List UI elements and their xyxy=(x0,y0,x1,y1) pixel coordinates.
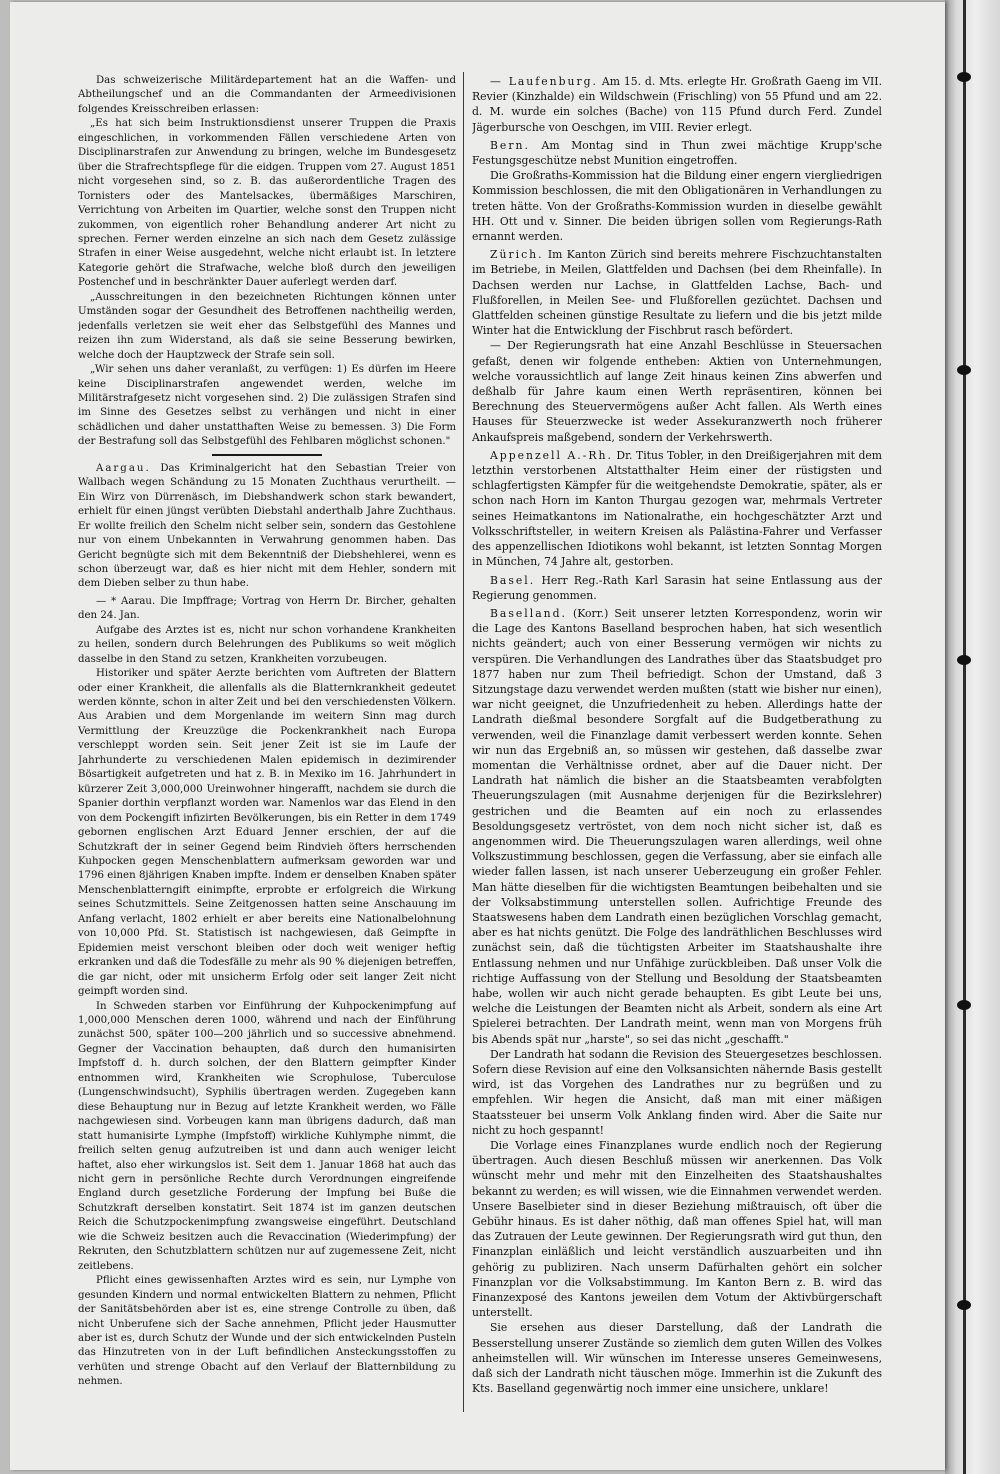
place-name: — Laufenburg. xyxy=(490,75,598,88)
appenzell-article xyxy=(472,448,882,570)
aarau-heading: — * Aarau. Die Impffrage; Vortrag von Herrn Dr. Bircher, gehalten den 24. Jan. xyxy=(78,595,456,622)
article-text: Am 15. d. Mts. erlegte Hr. Großrath Gaeng im VII. Revier (Kinzhalde) ein Wildschwein (Frischling) von 55 Pfund und am 22. d. M. wurde ein solches (Bache) von 115 Pfund durch Ferd. Zundel Jägerbursche von Oeschgen, im VIII. Revier erlegt. xyxy=(472,75,882,134)
bern-article xyxy=(472,138,882,168)
article-text: Im Kanton Zürich sind bereits mehrere Fischzuchtanstalten im Betriebe, in Meilen, Glattfelden und Dachsen (bei dem Rheinfalle). In Dachsen werden nur Lachse, in Glattfelden Lachse, Bach- und Flußforellen, in Meilen See- und Flußforellen gezüchtet. Dachsen und Glattfelden scheinen günstige Resultate zu liefern und die bis jetzt milde Winter hat die Entwicklung der Fischbrut rasch befördert. xyxy=(472,248,882,338)
circular-paragraph: „Es hat sich beim Instruktionsdienst unserer Truppen die Praxis eingeschlichen, in vorkommenden Fällen verschiedene Arten von Disciplinarstrafen zur Anwendung zu bringen, welche im Bundesgesetz über die Strafrechtspflege für die eidgen. Truppen vom 27. August 1851 nicht vorgesehen sind, so z. B. das außerordentliche Tragen des Tornisters oder des Mantelsackes, übermäßiges Marschiren, Verrichtung von Arbeiten im Quartier, welche sonst den Truppen nicht zukommen, von eigentlich roher Behandlung anderer Art nicht zu sprechen. Ferner werden einzelne an sich nach dem Gesetz zulässige Strafen in einer Weise ausgedehnt, welche nicht erlaubt ist. In letztere Kategorie gehört die Strafwache, welche bloß durch den jeweiligen Postenchef und in beschränkter Dauer auferlegt werden darf. xyxy=(78,118,456,289)
place-name: Aargau. xyxy=(96,462,151,474)
article-text: Das Kriminalgericht hat den Sebastian Treier von Wallbach wegen Schändung zu 15 Monaten Zuchthaus verurtheilt. — Ein Wirz von Dürrenäsch, im Diebshandwerk schon stark bewandert, erhielt für einen jüngst verübten Diebstahl anderthalb Jahre Zuchthaus. Er wollte freilich den Schelm nicht selber sein, sondern das Gestohlene nur von einem Unbekannten in Verwahrung genommen haben. Das Gericht begnügte sich mit dem Bekenntniß der Diebshehlerei, wenn es schon überzeugt war, daß es hier nicht mit dem Hehler, sondern mit dem Dieben selber zu thun habe. xyxy=(78,462,456,590)
place-name: Baselland. xyxy=(490,606,567,620)
book-binding xyxy=(945,0,1000,1474)
baselland-article xyxy=(472,606,882,1047)
article-text: Herr Reg.-Rath Karl Sarasin hat seine Entlassung aus der Regierung genommen. xyxy=(472,573,882,602)
article-text: (Korr.) Seit unserer letzten Korrespondenz, worin wir die Lage des Kantons Baselland besprochen haben, hat sich wesentlich nichts geändert; auch von einer Besserung vermögen wir nichts zu verspüren. Die Verhandlungen des Landrathes über das Staatsbudget pro 1877 haben nur zum Theil befriedigt. Schon der Umstand, daß 3 Sitzungstage dazu verwendet werden mußten (statt wie bisher nur einen), war nicht geeignet, die Unzufriedenheit zu heben. Allerdings hatte der Landrath dießmal besondere Sorgfalt auf die Budgetberathung zu verwenden, weil die Finanzlage damit verbessert werden konnte. Sehen wir nun das Ergebniß an, so müssen wir gestehen, daß dasselbe zwar momentan die Verhältnisse ordnet, aber auf die Dauer nicht. Der Landrath hat nämlich die bisher an die Staatsbeamten verabfolgten Theuerungszulagen (mit Ausnahme derjenigen für die Bezirkslehrer) gestrichen und die Beamten auf ein noch zu erlassendes Besoldungsgesetz vertröstet, von dem noch nicht sicher ist, daß es angenommen wird. Die Theuerungszulagen waren allerdings, weil ohne Volkszustimmung beschlossen, gegen die Verfassung, aber sie einfach alle wieder fallen lassen, ist nach unserer Ueberzeugung ein großer Fehler. Man hätte dieselben für die wichtigsten Beamtungen beibehalten und sie der Volksabstimmung unterstellen sollen. Aufrichtige Freunde des Staatswesens haben dem Landrath einen bezüglichen Vorschlag gemacht, aber es hat nichts genützt. Die Folge des landräthlichen Beschlusses wird zunächst sein, daß die tüchtigsten Arbeiter im Staatshaushalte ihre Entlassung nehmen und nur Unfähige zurückbleiben. Daß unser Volk die richtige Auffassung von der Stellung und Besoldung der Staatsbeamten habe, wollen wir auch nicht gerade behaupten. Es gibt Leute bei uns, welche die Leistungen der Beamten nicht als Arbeit, sondern als eine Art Spielerei betrachten. Der Landrath meint, wenn man von Morgens früh bis Abends spät nur „harste", so sei das nicht „geschafft." xyxy=(472,606,882,1046)
binding-hole xyxy=(957,365,971,375)
binding-edge xyxy=(963,0,966,1474)
military-intro: Das schweizerische Militärdepartement hat an die Waffen- und Abtheilungschef und an die Commandanten der Armeedivisionen folgendes Kreisschreiben erlassen: xyxy=(78,75,456,115)
aargau-article xyxy=(78,462,456,592)
place-name: Bern. xyxy=(490,138,530,152)
binding-hole xyxy=(957,1300,971,1310)
place-name: Zürich. xyxy=(490,248,544,262)
article-paragraph: Die Vorlage eines Finanzplanes wurde endlich noch der Regierung übertragen. Auch diesen Beschluß müssen wir anerkennen. Das Volk wünscht mehr und mehr mit den Einzelheiten des Staatshaushaltes bekannt zu werden; es will wissen, wie die Einnahmen verwendet werden. Unsere Baselbieter sind in dieser Beziehung mißtrauisch, oft über die Gebühr hinaus. Es ist daher nöthig, daß man offenes Spiel hat, will man das Zutrauen der Leute gewinnen. Der Regierungsrath wird gut thun, den Finanzplan einläßlich und leicht verständlich auszuarbeiten und ihn gehörig zu publiziren. Nach unserm Dafürhalten gehört ein solcher Finanzplan vor die Volksabstimmung. Im Kanton Bern z. B. wird das Finanzexposé des Kantons jeweilen dem Votum der Aktivbürgerschaft unterstellt. xyxy=(472,1139,882,1320)
article-paragraph: Die Großraths-Kommission hat die Bildung einer engern viergliedrigen Kommission beschlossen, die mit den Obligationären in Verhandlungen zu treten hätte. Von der Großraths-Kommission wurden in dieselbe gewählt HH. Ott und v. Sinner. Die beiden übrigen sollen vom Regierungs-Rath ernannt werden. xyxy=(472,169,882,244)
zuerich-article xyxy=(472,247,882,338)
section-divider xyxy=(212,454,322,456)
place-name: Basel. xyxy=(490,573,536,587)
article-paragraph: — Der Regierungsrath hat eine Anzahl Beschlüsse in Steuersachen gefaßt, denen wir folgende entheben: Aktien von Unternehmungen, welche voraussichtlich auf lange Zeit hinaus keinen Zins abwerfen und deßhalb für Jahre kaum einen Werth repräsentiren, können bei Berechnung des Steuervermögens außer Acht fallen. Als Werth eines Hauses für Steuerzwecke ist weder Assekuranzwerth noch früherer Ankaufspreis maßgebend, sondern der Verkehrswerth. xyxy=(472,339,882,444)
article-paragraph: Sie ersehen aus dieser Darstellung, daß der Landrath die Besserstellung unserer Zustände so ziemlich dem guten Willen des Volkes anheimstellen will. Wir wünschen im Interesse unseres Gemeinwesens, daß sich der Landrath nicht täuschen möge. Immerhin ist die Zukunft des Kts. Baselland gegenwärtig noch immer eine unsichere, unklare! xyxy=(472,1321,882,1396)
article-paragraph: Der Landrath hat sodann die Revision des Steuergesetzes beschlossen. Sofern diese Revision auf eine den Volksansichten nähernde Basis gestellt wird, ist das Vorgehen des Landrathes nur zu begrüßen und zu empfehlen. Wir hegen die Ansicht, daß man mit einer mäßigen Staatssteuer bei unserm Volk Anklang finden wird. Aber die Saite nur nicht zu hoch gespannt! xyxy=(472,1047,882,1137)
article-paragraph: Aufgabe des Arztes ist es, nicht nur schon vorhandene Krankheiten zu heilen, sondern durch Belehrungen des Publikums so weit möglich dasselbe in den Stand zu setzen, Krankheiten vorzubeugen. xyxy=(78,624,456,665)
binding-hole xyxy=(957,72,971,82)
article-text: Dr. Titus Tobler, in den Dreißigerjahren mit dem letzthin verstorbenen Altstatthalter Heim einer der rüstigsten und schlagfertigsten Kämpfer für die weitgehendste Demokratie, später, als er schon nach Horn im Kanton Thurgau gezogen war, mehrmals Vertreter seines Heimatkantons im Nationalrathe, ein hochgeschätzter Arzt und Volksschriftsteller, in weitern Kreisen als Palästina-Fahrer und Verfasser des appenzellischen Idiotikons wohl bekannt, ist letzten Sonntag Morgen in München, 74 Jahre alt, gestorben. xyxy=(472,448,882,569)
laufenburg-article xyxy=(472,74,882,135)
article-text: Am Montag sind in Thun zwei mächtige Krupp'sche Festungsgeschütze nebst Munition eingetroffen. xyxy=(472,138,882,168)
left-column xyxy=(78,74,456,1409)
place-name: Appenzell A.-Rh. xyxy=(490,448,613,462)
right-column xyxy=(472,74,882,1409)
circular-paragraph: „Ausschreitungen in den bezeichneten Richtungen können unter Umständen sogar der Gesundheit des Betroffenen nachtheilig werden, jedenfalls verletzen sie weit eher das Selbstgefühl des Mannes und reizen ihn zum Widerstand, als daß sie seine Besserung bewirken, welche doch der Hauptzweck der Strafe sein soll. xyxy=(78,291,456,361)
article-paragraph: Pflicht eines gewissenhaften Arztes wird es sein, nur Lymphe von gesunden Kindern und normal entwickelten Blattern zu nehmen, Pflicht der Sanitätsbehörden aber ist es, eine strenge Controlle zu üben, daß nicht Unberufene sich der Sache annehmen, Pflicht jeder Hausmutter aber ist es, durch Schutz der Wunde und der sich entwickelnden Pusteln das Hinzutreten von in der Luft befindlichen Ansteckungsstoffen zu verhüten und strenge Obacht auf den Verlauf der Blatternbildung zu nehmen. xyxy=(78,1275,456,1388)
binding-hole xyxy=(957,1000,971,1010)
basel-article xyxy=(472,573,882,603)
binding-hole xyxy=(957,655,971,665)
article-paragraph: In Schweden starben vor Einführung der Kuhpockenimpfung auf 1,000,000 Menschen deren 1000, während und nach der Einführung zunächst 500, später 100—200 jährlich und so successive abnehmend. Gegner der Vaccination behaupten, daß durch den humanisirten Impfstoff d. h. durch solchen, der den Blattern geimpfter Kinder entnommen wird, Krankheiten wie Scrophulose, Tuberculose (Lungenschwindsucht), Syphilis übertragen werden. Zugegeben kann diese Behauptung nur in Bezug auf letzte Krankheit werden, wo Fälle nachgewiesen sind. Vorbeugen kann man übrigens dadurch, daß man statt humanisirte Lymphe (Impfstoff) wirkliche Kuhlymphe nimmt, die freilich selten genug aufzutreiben ist und dann auch weniger leicht haftet, also eher wirkungslos ist. Seit dem 1. Januar 1868 hat auch das nicht gern in persönliche Rechte durch Verordnungen eingreifende England durch gesetzliche Forderung der Impfung bei Buße die Schutzkraft derselben konstatirt. Seit 1874 ist im ganzen deutschen Reich die Schutzpockenimpfung zwangsweise eingeführt. Deutschland wie die Schweiz besitzen auch die Revaccination (Wiederimpfung) der Rekruten, den Schutzblattern schützen nur auf zugemessene Zeit, nicht zeitlebens. xyxy=(78,1000,456,1272)
circular-paragraph: „Wir sehen uns daher veranlaßt, zu verfügen: 1) Es dürfen im Heere keine Disciplinarstrafen angewendet werden, welche im Militärstrafgesetz nicht vorgesehen sind. 2) Die zulässigen Strafen sind im Sinne des Gesetzes selbst zu verhängen und nicht in einer schädlichen und daher unstatthaften Weise zu bemessen. 3) Die Form der Bestrafung soll das Selbstgefühl des Fehlbaren möglichst schonen." xyxy=(78,364,456,448)
article-paragraph: Historiker und später Aerzte berichten vom Auftreten der Blattern oder einer Krankheit, die allenfalls als die Blatternkrankheit gedeutet werden könnte, schon in alter Zeit und bei den verschiedensten Völkern. Aus Arabien und dem Morgenlande im weitern Sinn mag durch Vermittlung der Kreuzzüge die Pockenkrankheit nach Europa verschleppt worden sein. Seit jener Zeit ist sie im Laufe der Jahrhunderte zu verschiedenen Malen epidemisch in dezimirender Bösartigkeit aufgetreten und hat z. B. in Mexiko im 16. Jahrhundert in kürzerer Zeit 3,000,000 Ureinwohner hingerafft, nachdem sie durch die Spanier dorthin verpflanzt worden war. Namenlos war das Elend in den von dem Pockengift infizirten Bevölkerungen, bis ein Retter in dem 1749 gebornen englischen Arzt Eduard Jenner erschien, der auf die Schutzkraft der in seiner Gegend beim Rindvieh öfters herrschenden Kuhpocken gegen Menschenblattern aufmerksam geworden war und 1796 einen 8jährigen Knaben impfte. Indem er denselben Knaben später Menschenblatterngift einimpfte, erprobte er erfolgreich die Wirkung seines Schutzmittels. Seine Zeitgenossen hatten seine Anschauung im Anfang verlacht, 1802 erhielt er aber bereits eine Nationalbelohnung von 10,000 Pfd. St. Statistisch ist nachgewiesen, daß Geimpfte in Epidemien meist verschont bleiben oder doch weit weniger heftig erkranken und daß die Todesfälle zu mehr als 90 % diejenigen betreffen, die gar nicht, oder mit unsicherm Erfolg oder seit langer Zeit nicht geimpft worden sind. xyxy=(78,668,456,998)
column-divider xyxy=(463,72,464,1412)
